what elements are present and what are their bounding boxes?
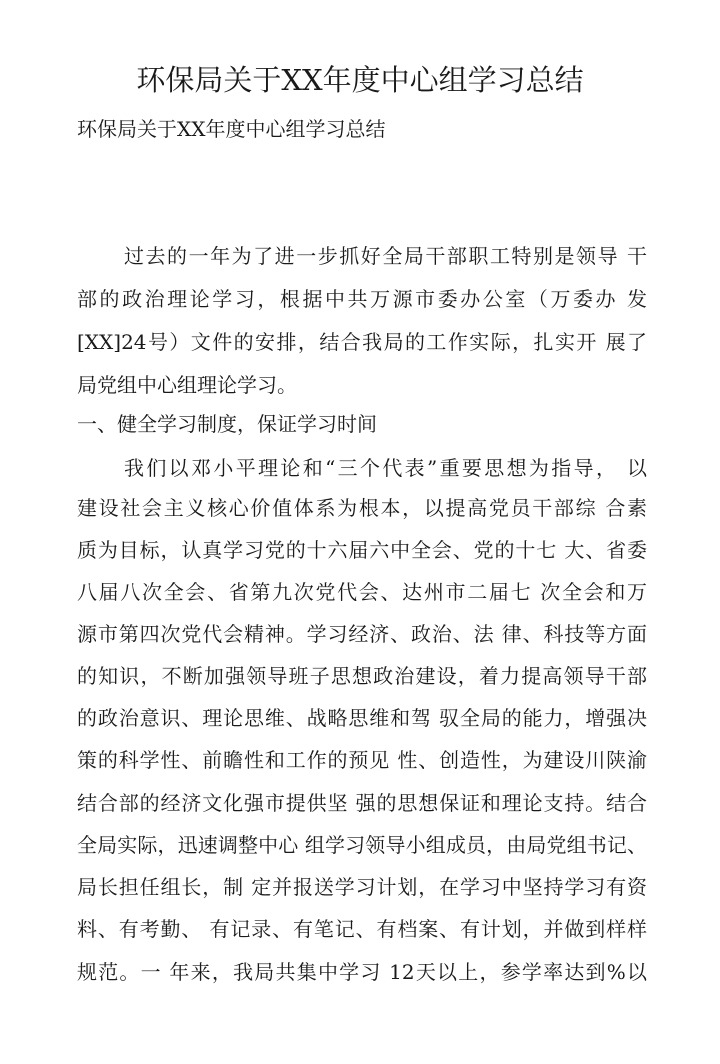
paragraph-line: [XX]24号）文件的安排，结合我局的工作实际，扎实开 展了 bbox=[77, 330, 647, 354]
paragraph-line: 结合部的经济文化强市提供坚 强的思想保证和理论支持。结合 bbox=[77, 791, 647, 815]
paragraph-line: 过去的一年为了进一步抓好全局干部职工特别是领导 干 bbox=[124, 244, 647, 268]
paragraph-line: 建设社会主义核心价值体系为根本，以提高党员干部综 合素 bbox=[77, 496, 647, 520]
paragraph-line: 八届八次全会、省第九次党代会、达州市二届七 次全会和万 bbox=[77, 580, 647, 604]
paragraph-line: 的知识，不断加强领导班子思想政治建设，着力提高领导干部 bbox=[77, 664, 647, 688]
paragraph-line: 我们以邓小平理论和“三个代表”重要思想为指导， 以 bbox=[124, 456, 647, 480]
document-subtitle: 环保局关于XX年度中心组学习总结 bbox=[77, 117, 386, 141]
paragraph-line: 的政治意识、理论思维、战略思维和驾 驭全局的能力，增强决 bbox=[77, 706, 647, 730]
document-title: 环保局关于XX年度中心组学习总结 bbox=[136, 63, 584, 97]
paragraph-line: 局长担任组长，制 定并报送学习计划，在学习中坚持学习有资 bbox=[77, 875, 647, 899]
section-heading: 一、健全学习制度，保证学习时间 bbox=[77, 412, 377, 436]
paragraph-line: 规范。一 年来，我局共集中学习 12天以上，参学率达到%以 bbox=[77, 960, 647, 984]
paragraph-line: 局党组中心组理论学习。 bbox=[77, 373, 297, 397]
paragraph-line: 料、有考勤、 有记录、有笔记、有档案、有计划，并做到样样 bbox=[77, 917, 647, 941]
paragraph-line: 策的科学性、前瞻性和工作的预见 性、创造性，为建设川陕渝 bbox=[77, 748, 647, 772]
paragraph-line: 全局实际，迅速调整中心 组学习领导小组成员，由局党组书记、 bbox=[77, 833, 647, 857]
paragraph-line: 质为目标，认真学习党的十六届六中全会、党的十七 大、省委 bbox=[77, 538, 647, 562]
paragraph-line: 源市第四次党代会精神。学习经济、政治、法 律、科技等方面 bbox=[77, 622, 647, 646]
paragraph-line: 部的政治理论学习，根据中共万源市委办公室（万委办 发 bbox=[77, 287, 647, 311]
